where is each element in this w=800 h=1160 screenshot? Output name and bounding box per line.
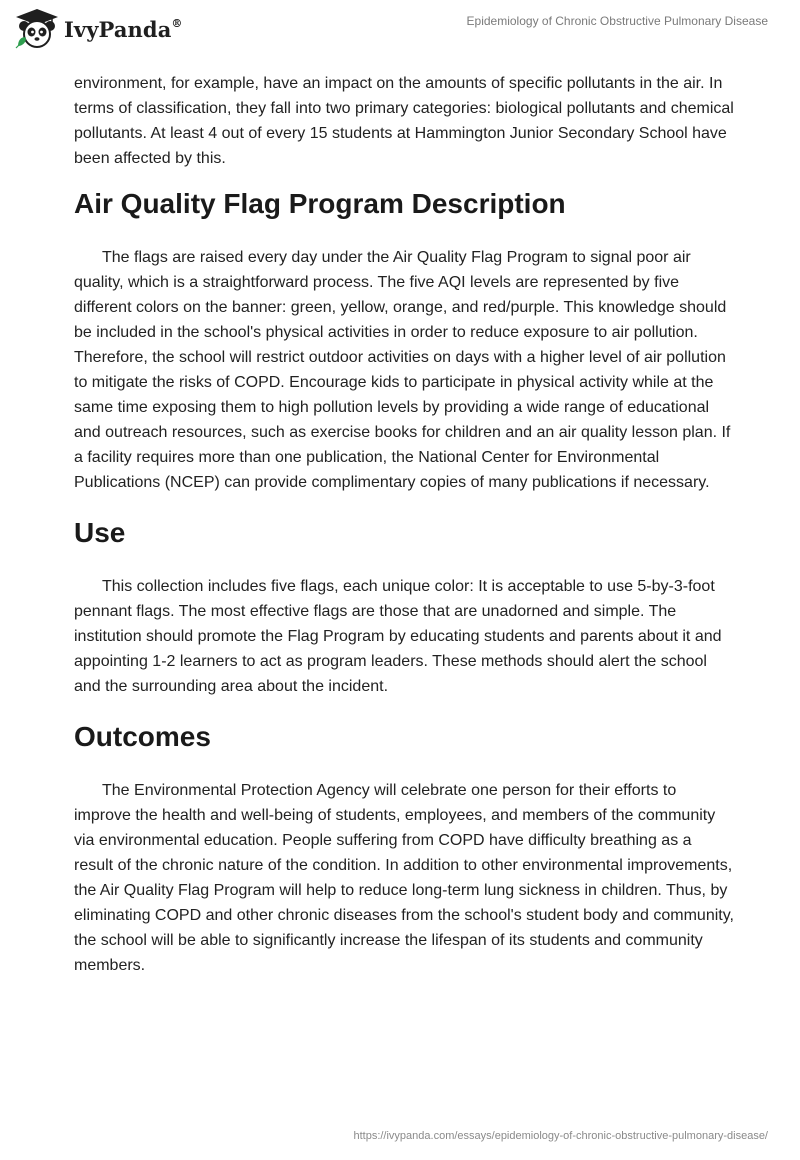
- brand-name: IvyPanda®: [64, 16, 183, 42]
- section-heading-flag-program: Air Quality Flag Program Description: [74, 188, 566, 219]
- section-paragraph-use: This collection includes five flags, each unique color: It is acceptable to use 5-by-3-foot pennant flags. The most effective flags are those that are unadorned and simple. The institution should promote the Flag Program by educating students and parents about it and appointing 1-2 learners to act as program leaders. These methods should alert the school and the surrounding area about the incident.: [74, 578, 722, 695]
- section-heading-outcomes: Outcomes: [74, 721, 211, 752]
- ivypanda-logo[interactable]: [14, 8, 183, 50]
- panda-graduate-icon: [14, 8, 60, 50]
- section-heading-use: Use: [74, 517, 126, 548]
- source-url[interactable]: https://ivypanda.com/essays/epidemiology-of-chronic-obstructive-pulmonary-disease/: [353, 1130, 768, 1142]
- intro-paragraph: environment, for example, have an impact on the amounts of specific pollutants in the air. In terms of classification, they fall into two primary categories: biological pollutants and chemical pollutants. At least 4 out of every 15 students at Hammington Junior Secondary School have been affected by this.: [74, 75, 734, 167]
- document-title: Epidemiology of Chronic Obstructive Pulmonary Disease: [466, 14, 768, 28]
- section-paragraph-flag-program: The flags are raised every day under the Air Quality Flag Program to signal poor air quality, which is a straightforward process. The five AQI levels are represented by five different colors on the banner: green, yellow, orange, and red/purple. This knowledge should be included in the school's physical activities in order to reduce exposure to air pollution. Therefore, the school will restrict outdoor activities on days with a higher level of air pollution to mitigate the risks of COPD. Encourage kids to participate in physical activity while at the same time exposing them to high pollution levels by providing a wide range of educational and outreach resources, such as exercise books for children and an air quality lesson plan. If a facility requires more than one publication, the National Center for Environmental Publications (NCEP) can provide complimentary copies of many publications if necessary.: [74, 249, 731, 491]
- section-paragraph-outcomes: The Environmental Protection Agency will celebrate one person for their efforts to improve the health and well-being of students, employees, and members of the community via environmental education. People suffering from COPD have difficulty breathing as a result of the chronic nature of the condition. In addition to other environmental improvements, the Air Quality Flag Program will help to reduce long-term lung sickness in children. Thus, by eliminating COPD and other chronic diseases from the school's student body and community, the school will be able to significantly increase the lifespan of its students and community members.: [74, 782, 734, 974]
- essay-body: [74, 71, 734, 978]
- page-header: [0, 0, 800, 66]
